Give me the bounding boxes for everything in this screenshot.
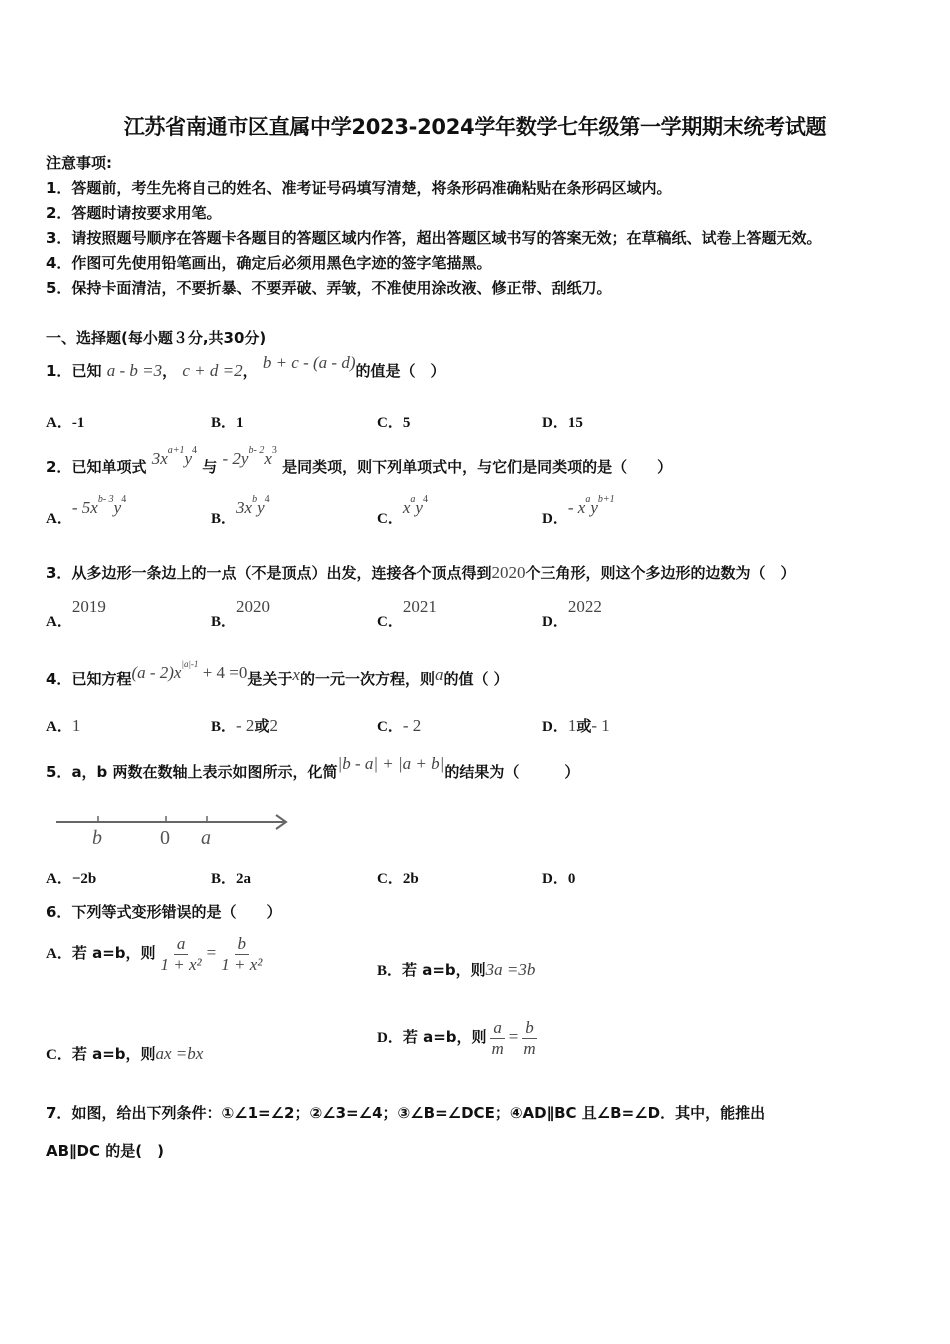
- option-value: 2019: [71, 597, 106, 616]
- math-expr: a - b =3: [106, 361, 163, 380]
- number-line-label: 0: [160, 827, 170, 849]
- option-b[interactable]: [377, 959, 535, 980]
- denominator: 1 + x²: [221, 955, 263, 974]
- option-d[interactable]: [542, 494, 615, 528]
- math-term: y: [415, 498, 423, 517]
- question-number: 7．: [46, 1104, 72, 1122]
- question-text: 与: [202, 458, 218, 476]
- option-d[interactable]: [542, 411, 583, 432]
- option-b[interactable]: [211, 494, 270, 528]
- question-text: 已知方程: [71, 670, 132, 688]
- notice-item: 2．答题时请按要求用笔。: [46, 204, 222, 222]
- exponent: 4: [422, 494, 428, 506]
- question-text: 个三角形，则这个多边形的边数为（ ）: [525, 564, 796, 582]
- option-label: D．: [542, 415, 568, 431]
- number-line-figure: [52, 805, 302, 865]
- math-var: x: [292, 665, 300, 684]
- option-condition: 若 a=b，则: [71, 943, 156, 962]
- option-label: C．: [377, 511, 403, 527]
- notice-item: 3．请按照题号顺序在答题卡各题目的答题区域内作答，超出答题区域书写的答案无效；在草稿纸、试卷上答题无效。: [46, 229, 822, 247]
- option-label: A．: [46, 511, 72, 527]
- option-a[interactable]: [46, 934, 267, 975]
- equals-sign: =: [508, 1026, 519, 1046]
- option-condition: 若 a=b，则: [402, 961, 486, 979]
- option-value: 1: [236, 415, 244, 431]
- page-title: 江苏省南通市区直属中学2023-2024学年数学七年级第一学期期末统考试题: [123, 115, 827, 139]
- monomial: [236, 494, 270, 517]
- fraction: [520, 1018, 538, 1059]
- option-label: B．: [211, 511, 237, 527]
- option-value: 5: [402, 415, 411, 431]
- option-d[interactable]: [542, 715, 610, 736]
- option-label: C．: [377, 415, 403, 431]
- math-expr: |b - a| + |a + b|: [337, 754, 445, 773]
- question-number: 5．: [46, 763, 72, 781]
- number-line-label: b: [92, 827, 102, 849]
- monomial: [222, 445, 277, 468]
- option-b[interactable]: [211, 867, 251, 888]
- option-label: A．: [46, 614, 72, 630]
- math-term: + 4 =0: [198, 663, 248, 682]
- option-a[interactable]: [46, 867, 96, 888]
- math-expr: ax =bx: [155, 1044, 204, 1063]
- exponent: a+1: [167, 445, 185, 457]
- exponent: b: [252, 494, 258, 506]
- section-heading: 一、选择题(每小题３分,共30分): [46, 329, 267, 347]
- option-d[interactable]: [542, 867, 575, 888]
- numerator: a: [490, 1018, 505, 1039]
- exponent: 4: [121, 494, 127, 506]
- monomial: [567, 494, 615, 517]
- question-text: 下列等式变形错误的是（ ）: [71, 903, 282, 921]
- separator: ，: [242, 362, 258, 380]
- option-label: D．: [542, 511, 568, 527]
- option-label: B．: [211, 719, 237, 735]
- math-term: - 2y: [222, 449, 249, 468]
- question-text: 是关于: [247, 670, 293, 688]
- question-text: 已知单项式: [71, 458, 147, 476]
- option-c[interactable]: [377, 494, 428, 528]
- denominator: m: [491, 1039, 504, 1058]
- separator: ，: [162, 362, 178, 380]
- option-b[interactable]: [211, 597, 271, 631]
- math-number: 2020: [491, 563, 526, 582]
- option-label: D．: [542, 614, 568, 630]
- numerator: b: [522, 1018, 537, 1039]
- option-value: - 2: [236, 716, 255, 735]
- math-term: 3x: [236, 498, 253, 517]
- question-text: 从多边形一条边上的一点（不是顶点）出发，连接各个顶点得到: [71, 564, 492, 582]
- numerator: b: [235, 934, 250, 955]
- option-value: −2b: [71, 871, 97, 887]
- option-label: D．: [377, 1029, 403, 1046]
- question-2: [46, 445, 673, 477]
- option-a[interactable]: [46, 411, 84, 432]
- number-line-label: a: [201, 827, 211, 849]
- fraction: [489, 1018, 507, 1059]
- monomial: [71, 494, 127, 517]
- question-5: [46, 754, 580, 782]
- math-term: (a - 2)x: [131, 663, 182, 682]
- math-term: y: [113, 498, 122, 517]
- option-label: B．: [211, 614, 237, 630]
- question-7-line-2: AB∥DC 的是( ): [46, 1142, 164, 1160]
- option-condition: 若 a=b，则: [402, 1027, 487, 1046]
- option-label: D．: [542, 871, 568, 887]
- question-number: 3．: [46, 564, 72, 582]
- option-connector: 或: [254, 717, 270, 735]
- question-6: [46, 901, 281, 922]
- option-label: A．: [46, 719, 72, 735]
- option-label: B．: [211, 415, 237, 431]
- option-d[interactable]: [377, 1018, 541, 1059]
- question-number: 4．: [46, 670, 72, 688]
- question-text: 的值是（ ）: [355, 362, 446, 380]
- option-c[interactable]: [377, 867, 419, 888]
- exponent: 4: [192, 445, 198, 457]
- option-value: 2b: [402, 871, 419, 887]
- question-text: 的结果为（ ）: [444, 763, 580, 781]
- math-var: a: [434, 665, 444, 684]
- notice-heading: 注意事项:: [46, 154, 112, 172]
- option-label: B．: [377, 963, 403, 979]
- question-text: 是同类项，则下列单项式中，与它们是同类项的是（ ）: [282, 458, 673, 476]
- denominator: m: [523, 1039, 536, 1058]
- option-value: 2a: [236, 871, 252, 887]
- question-1: [46, 353, 446, 381]
- option-value: -1: [71, 415, 85, 431]
- option-label: A．: [46, 415, 72, 431]
- question-number: 1．: [46, 362, 72, 380]
- option-label: C．: [377, 871, 403, 887]
- notice-item: 4．作图可先使用铅笔画出，确定后必须用黑色字迹的签字笔描黑。: [46, 254, 492, 272]
- exponent: a: [585, 494, 591, 506]
- math-expr: b + c - (a - d): [262, 353, 356, 372]
- option-c[interactable]: [377, 715, 421, 736]
- equation: [131, 659, 248, 682]
- exponent: b+1: [597, 494, 615, 506]
- option-value: 2022: [567, 597, 602, 616]
- option-value: - 2: [402, 716, 422, 735]
- math-term: y: [257, 498, 265, 517]
- exponent: b- 3: [97, 494, 114, 506]
- question-4: [46, 659, 509, 689]
- option-c[interactable]: [377, 597, 437, 631]
- option-label: C．: [377, 614, 403, 630]
- option-value: 1: [567, 716, 577, 735]
- question-text: a，b 两数在数轴上表示如图所示，化简: [71, 763, 338, 781]
- question-number: 2．: [46, 458, 72, 476]
- option-value: 1: [71, 716, 81, 735]
- option-label: C．: [377, 719, 403, 735]
- math-expr: c + d =2: [182, 361, 243, 380]
- question-text: 已知: [71, 362, 102, 380]
- exponent: 4: [264, 494, 270, 506]
- option-a[interactable]: [46, 494, 127, 528]
- option-value: 2: [269, 716, 278, 735]
- option-label: B．: [211, 871, 237, 887]
- math-term: 3x: [151, 449, 168, 468]
- option-value: 2020: [236, 597, 271, 616]
- fraction: [158, 934, 205, 975]
- math-term: y: [184, 449, 193, 468]
- option-label: C．: [46, 1047, 72, 1063]
- math-term: - x: [567, 498, 586, 517]
- exponent: a: [410, 494, 416, 506]
- option-c[interactable]: [377, 411, 410, 432]
- math-term: x: [264, 449, 272, 468]
- option-condition: 若 a=b，则: [71, 1045, 156, 1063]
- option-connector: 或: [576, 717, 592, 735]
- notice-item: 1．答题前，考生先将自己的姓名、准考证号码填写清楚，将条形码准确粘贴在条形码区域内。: [46, 179, 672, 197]
- exponent: b- 2: [248, 445, 265, 457]
- question-7: [46, 1102, 765, 1123]
- option-value: 2021: [402, 597, 437, 616]
- option-value: 15: [567, 415, 583, 431]
- option-a[interactable]: [46, 715, 80, 736]
- monomial: [151, 445, 198, 468]
- fraction: [218, 934, 265, 975]
- option-label: D．: [542, 719, 568, 735]
- option-value: - 1: [591, 716, 610, 735]
- notice-item: 5．保持卡面清洁，不要折暴、不要弄破、弄皱，不准使用涂改液、修正带、刮纸刀。: [46, 279, 612, 297]
- option-label: A．: [46, 871, 72, 887]
- question-text: 如图，给出下列条件：①∠1=∠2；②∠3=∠4；③∠B=∠DCE；④AD∥BC 且∠B=∠D．其中，能推出: [71, 1104, 766, 1122]
- numerator: a: [174, 934, 189, 955]
- math-term: y: [590, 498, 598, 517]
- question-text: 的值（ ）: [443, 670, 509, 688]
- option-value: 0: [567, 871, 576, 887]
- math-expr: 3a =3b: [485, 960, 536, 979]
- option-d[interactable]: [542, 597, 602, 631]
- option-b[interactable]: [211, 411, 244, 432]
- math-term: - 5x: [71, 498, 98, 517]
- option-label: A．: [46, 945, 72, 962]
- equals-sign: =: [206, 942, 217, 962]
- math-term: x: [402, 498, 411, 517]
- question-3: [46, 562, 795, 583]
- question-text: 的一元一次方程，则: [299, 670, 435, 688]
- option-b[interactable]: [211, 715, 278, 736]
- number-line-icon: [52, 805, 302, 865]
- question-number: 6．: [46, 903, 72, 921]
- denominator: 1 + x²: [160, 955, 202, 974]
- option-c[interactable]: [46, 1043, 203, 1064]
- exponent: 3: [271, 445, 277, 457]
- monomial: [402, 494, 428, 517]
- option-a[interactable]: [46, 597, 106, 631]
- exponent: |a|-1: [181, 659, 199, 670]
